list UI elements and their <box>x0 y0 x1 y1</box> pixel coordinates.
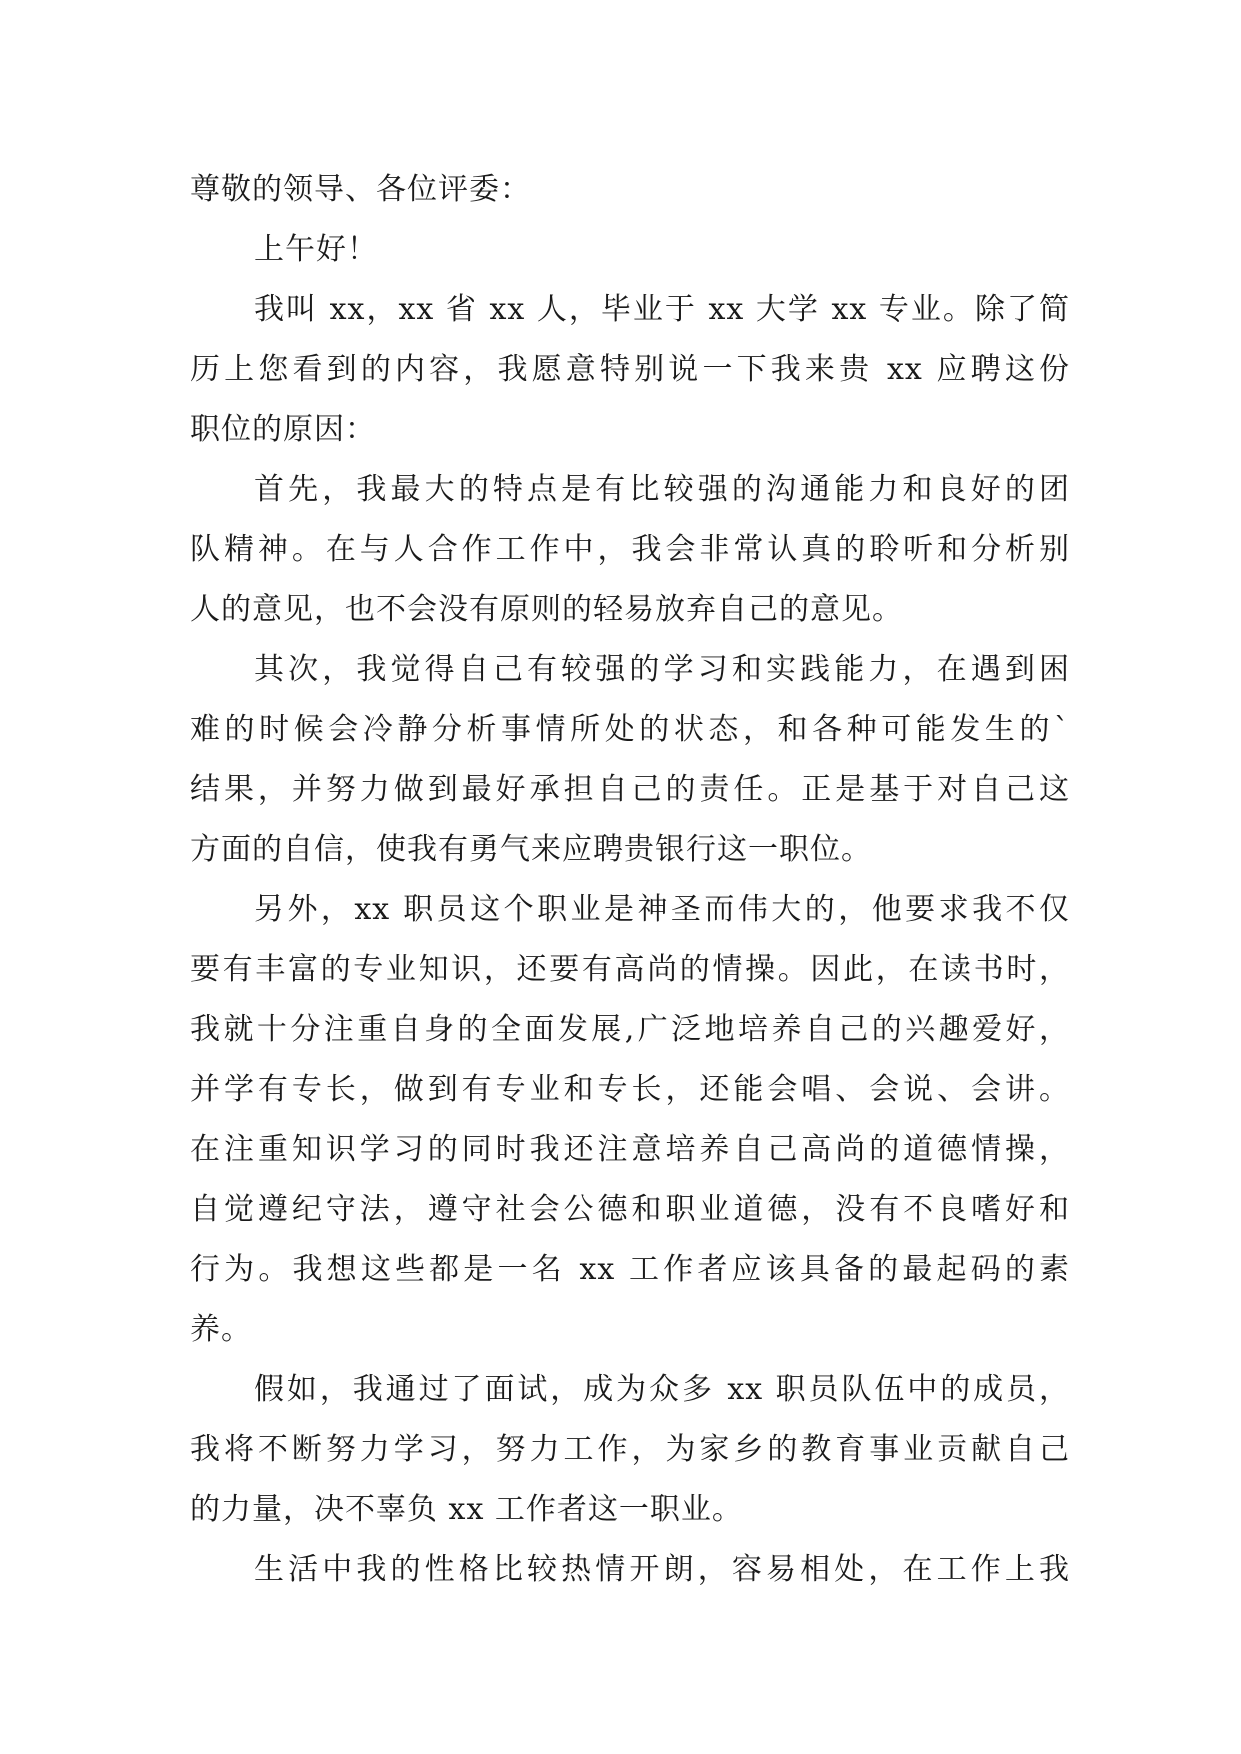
greeting: 上午好！ <box>254 232 378 267</box>
salutation: 尊敬的领导、各位评委： <box>190 172 531 207</box>
paragraph-line: 首先，我最大的特点是有比较强的沟通能力和良好的团 <box>254 472 1070 507</box>
paragraph-line: 人的意见，也不会没有原则的轻易放弃自己的意见。 <box>190 592 903 627</box>
paragraph-line: 的力量，决不辜负 xx 工作者这一职业。 <box>190 1492 743 1527</box>
paragraph-line: 我将不断努力学习，努力工作，为家乡的教育事业贡献自己 <box>190 1432 1070 1467</box>
paragraph-line: 要有丰富的专业知识，还要有高尚的情操。因此，在读书时， <box>190 952 1070 987</box>
paragraph-line: 养。 <box>190 1312 252 1347</box>
paragraph-line: 我叫 xx，xx 省 xx 人，毕业于 xx 大学 xx 专业。除了简 <box>254 292 1070 327</box>
paragraph-line: 假如，我通过了面试，成为众多 xx 职员队伍中的成员， <box>254 1372 1070 1407</box>
paragraph-line: 我就十分注重自身的全面发展,广泛地培养自己的兴趣爱好， <box>190 1012 1070 1047</box>
letter-body <box>190 160 1070 1600</box>
paragraph-line: 其次，我觉得自己有较强的学习和实践能力，在遇到困 <box>254 652 1070 687</box>
paragraph-line: 自觉遵纪守法，遵守社会公德和职业道德，没有不良嗜好和 <box>190 1192 1070 1227</box>
paragraph-line: 历上您看到的内容，我愿意特别说一下我来贵 xx 应聘这份 <box>190 352 1070 387</box>
paragraph-line: 职位的原因： <box>190 412 376 447</box>
paragraph-line: 另外，xx 职员这个职业是神圣而伟大的，他要求我不仅 <box>254 892 1070 927</box>
paragraph-line: 并学有专长，做到有专业和专长，还能会唱、会说、会讲。 <box>190 1072 1070 1107</box>
paragraph-line: 在注重知识学习的同时我还注意培养自己高尚的道德情操， <box>190 1132 1070 1167</box>
paragraph-line: 结果，并努力做到最好承担自己的责任。正是基于对自己这 <box>190 772 1070 807</box>
paragraph-line: 方面的自信，使我有勇气来应聘贵银行这一职位。 <box>190 832 872 867</box>
paragraph-line: 生活中我的性格比较热情开朗，容易相处，在工作上我 <box>254 1552 1070 1587</box>
paragraph-line: 队精神。在与人合作工作中，我会非常认真的聆听和分析别 <box>190 532 1070 567</box>
paragraph-line: 难的时候会冷静分析事情所处的状态，和各种可能发生的` <box>190 712 1070 747</box>
paragraph-line: 行为。我想这些都是一名 xx 工作者应该具备的最起码的素 <box>190 1252 1070 1287</box>
